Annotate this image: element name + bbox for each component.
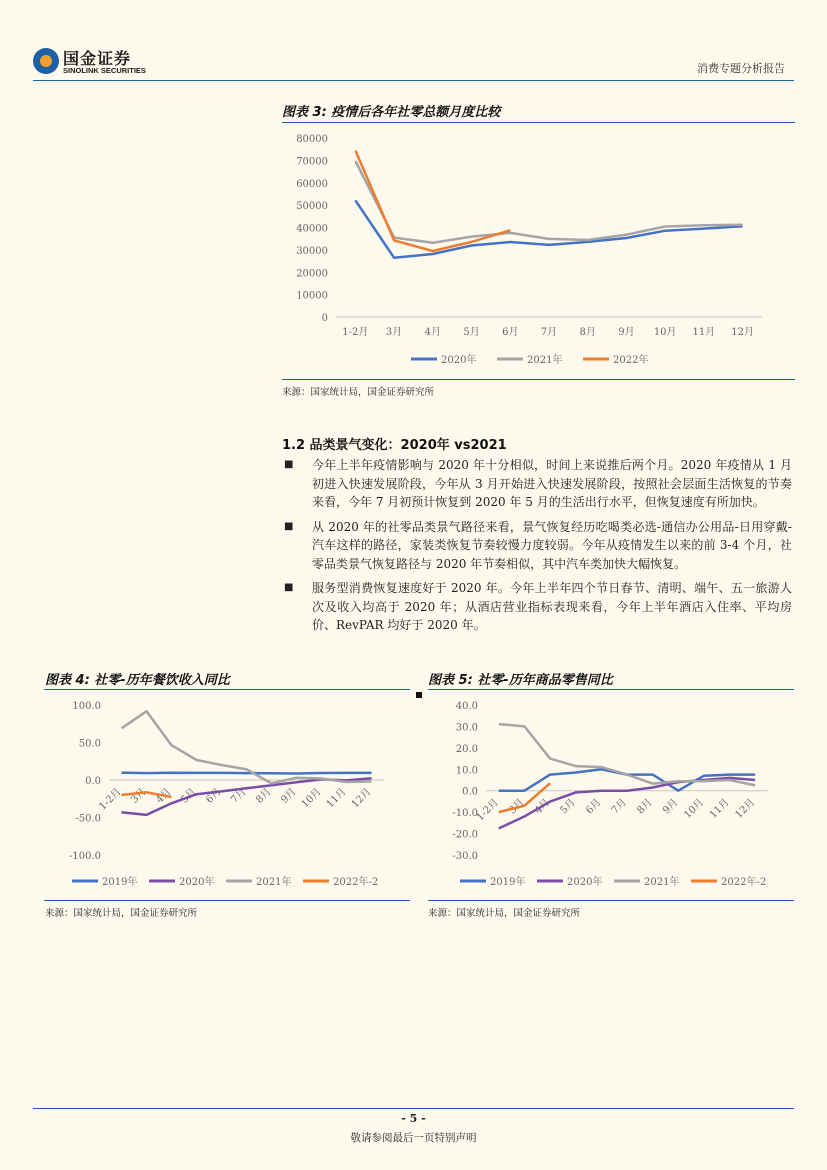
figure3-y-tick-label: 20000 [296,268,328,280]
figure3-source: 来源：国家统计局，国金证券研究所 [282,387,435,398]
figure3-y-tick-label: 80000 [296,134,328,145]
figure3-title: 图表 3: 疫情后各年社零总额月度比较 [282,105,501,120]
figure4-source: 来源：国家统计局，国金证券研究所 [45,908,198,919]
figure5-top-rule [428,689,794,690]
figure4-bottom-rule [44,900,410,901]
figure4-x-tick-label: 10月 [299,786,324,811]
figure4-x-tick-label: 6月 [204,786,224,806]
logo-chinese-name: 国金证券 [63,49,132,68]
stray-mark [416,692,422,698]
figure5-legend-label: 2019年 [490,877,526,888]
bullet-mark: ■ [284,582,294,593]
figure3-legend-label: 2021年 [527,355,563,366]
figure4-y-tick-label: 50.0 [78,738,101,750]
figure4-x-tick-label: 3月 [129,786,149,806]
figure5-x-tick-label: 11月 [707,797,732,821]
figure4-chart [44,691,410,899]
figure3-x-tick-label: 9月 [618,327,635,338]
figure3-top-rule [282,122,795,123]
footer-disclaimer: 敬请参阅最后一页特别声明 [350,1132,477,1144]
figure5-x-tick-label: 8月 [635,797,655,817]
figure3-x-tick-label: 6月 [502,327,519,338]
figure4-x-tick-label: 7月 [229,786,249,806]
figure5-x-tick-label: 5月 [558,797,578,817]
figure5-x-tick-label: 7月 [609,797,630,817]
figure4-x-tick-label: 5月 [179,786,199,806]
figure3-y-tick-label: 70000 [296,156,328,168]
figure5-y-tick-label: 10.0 [455,765,478,777]
bullet-text: 从 2020 年的社零品类景气路径来看，景气恢复经历吃喝类必选-通信办公用品-日用穿戴-汽车这样的路径，家装类恢复节奏较慢力度较弱。今年从疫情发生以来的前 3-4 个月，社零品类景气恢复路径与 2020 年节奏相似，其中汽车类加快大幅恢复。 [312,519,792,571]
figure3-x-tick-label: 1-2月 [342,327,369,338]
figure5-y-tick-label: -20.0 [452,829,478,841]
figure3-x-tick-label: 5月 [463,327,480,338]
figure4-y-tick-label: 0.0 [85,776,101,787]
figure4-series-line-0 [122,773,372,774]
section-title: 1.2 品类景气变化：2020年 vs2021 [282,438,507,453]
figure3-y-tick-label: 40000 [296,223,328,235]
bullet-mark: ■ [284,520,294,532]
figure5-x-tick-label: 6月 [584,797,604,817]
figure5-x-tick-label: 1-2月 [474,797,501,824]
figure5-legend-label: 2020年 [567,877,603,888]
logo-mark-icon [33,48,59,74]
figure5-x-tick-label: 3月 [507,797,527,817]
figure4-y-tick-label: 100.0 [72,701,101,712]
figure4-legend-label: 2019年 [102,877,138,888]
footer-divider [33,1108,794,1109]
figure3-x-tick-label: 4月 [424,327,442,338]
figure3-y-tick-label: 50000 [296,201,328,213]
figure4-x-tick-label: 9月 [279,786,299,806]
bullet-text: 今年上半年疫情影响与 2020 年十分相似，时间上来说推后两个月。2020 年疫情从 1 月初进入快速发展阶段，今年从 3 月开始进入快速发展阶段，按照社会层面生活恢复的节奏来看，今年 7 月初预计恢复到 2020 年 5 月的生活出行水平，但恢复速度有所加快。 [312,458,792,509]
figure4-title: 图表 4: 社零-历年餐饮收入同比 [45,673,230,688]
figure5-y-tick-label: 40.0 [455,701,478,712]
header-divider [33,80,794,81]
figure4-legend-label: 2020年 [179,877,215,888]
figure3-bottom-rule [282,379,795,380]
bullet-list [282,456,792,641]
report-type: 消费专题分析报告 [697,62,785,75]
figure4-y-tick-label: -100.0 [68,851,101,862]
figure3-x-tick-label: 10月 [653,327,677,338]
figure5-y-tick-label: 0.0 [462,786,478,798]
figure3-y-tick-label: 10000 [296,290,328,302]
figure3-x-tick-label: 3月 [385,327,403,338]
sinolink-logo [33,48,153,78]
figure3-x-tick-label: 11月 [692,327,716,338]
figure5-x-tick-label: 4月 [532,797,553,817]
figure4-legend-label: 2021年 [256,877,292,888]
figure3-y-tick-label: 30000 [296,245,328,257]
figure5-y-tick-label: -10.0 [452,808,478,820]
figure5-legend-label: 2021年 [644,877,680,888]
figure3-x-tick-label: 12月 [731,327,755,338]
figure5-y-tick-label: 30.0 [455,722,478,734]
figure5-x-tick-label: 9月 [661,797,681,817]
figure5-y-tick-label: 20.0 [455,743,478,755]
figure4-x-tick-label: 11月 [324,786,349,811]
figure4-legend-label: 2022年-2 [333,877,379,888]
figure5-x-tick-label: 10月 [682,797,707,821]
figure5-x-tick-label: 12月 [733,797,758,821]
figure3-chart [282,124,795,378]
figure4-y-tick-label: -50.0 [75,813,101,825]
figure3-series-line-0 [355,200,742,257]
figure5-chart [428,691,794,899]
figure5-title: 图表 5: 社零-历年商品零售同比 [428,673,613,688]
figure3-y-tick-label: 0 [321,313,328,324]
figure4-x-tick-label: 4月 [154,786,174,806]
figure3-legend-label: 2022年 [613,355,649,366]
figure5-y-tick-label: -30.0 [452,851,478,862]
figure5-source: 来源：国家统计局，国金证券研究所 [428,908,581,919]
figure3-x-tick-label: 8月 [579,327,596,338]
bullet-item [282,518,792,574]
figure4-top-rule [44,689,410,690]
figure4-x-tick-label: 1-2月 [97,786,124,813]
bullet-mark: ■ [284,459,294,470]
bullet-text: 服务型消费恢复速度好于 2020 年。今年上半年四个节日春节、清明、端午、五一旅游人次及收入均高于 2020 年；从酒店营业指标表现来看，今年上半年酒店入住率、平均房价、RevPAR 均好于 2020 年。 [312,581,792,632]
figure3-x-tick-label: 7月 [540,327,558,338]
figure3-y-tick-label: 60000 [296,178,328,190]
figure5-bottom-rule [428,900,794,901]
bullet-item [282,456,792,512]
figure4-x-tick-label: 8月 [254,786,274,806]
figure3-legend-label: 2020年 [441,355,477,366]
figure4-x-tick-label: 12月 [349,786,374,811]
page-number: - 5 - [401,1112,426,1125]
logo-english-name: SINOLINK SECURITIES [63,66,146,75]
bullet-item [282,579,792,635]
figure5-legend-label: 2022年-2 [721,877,767,888]
